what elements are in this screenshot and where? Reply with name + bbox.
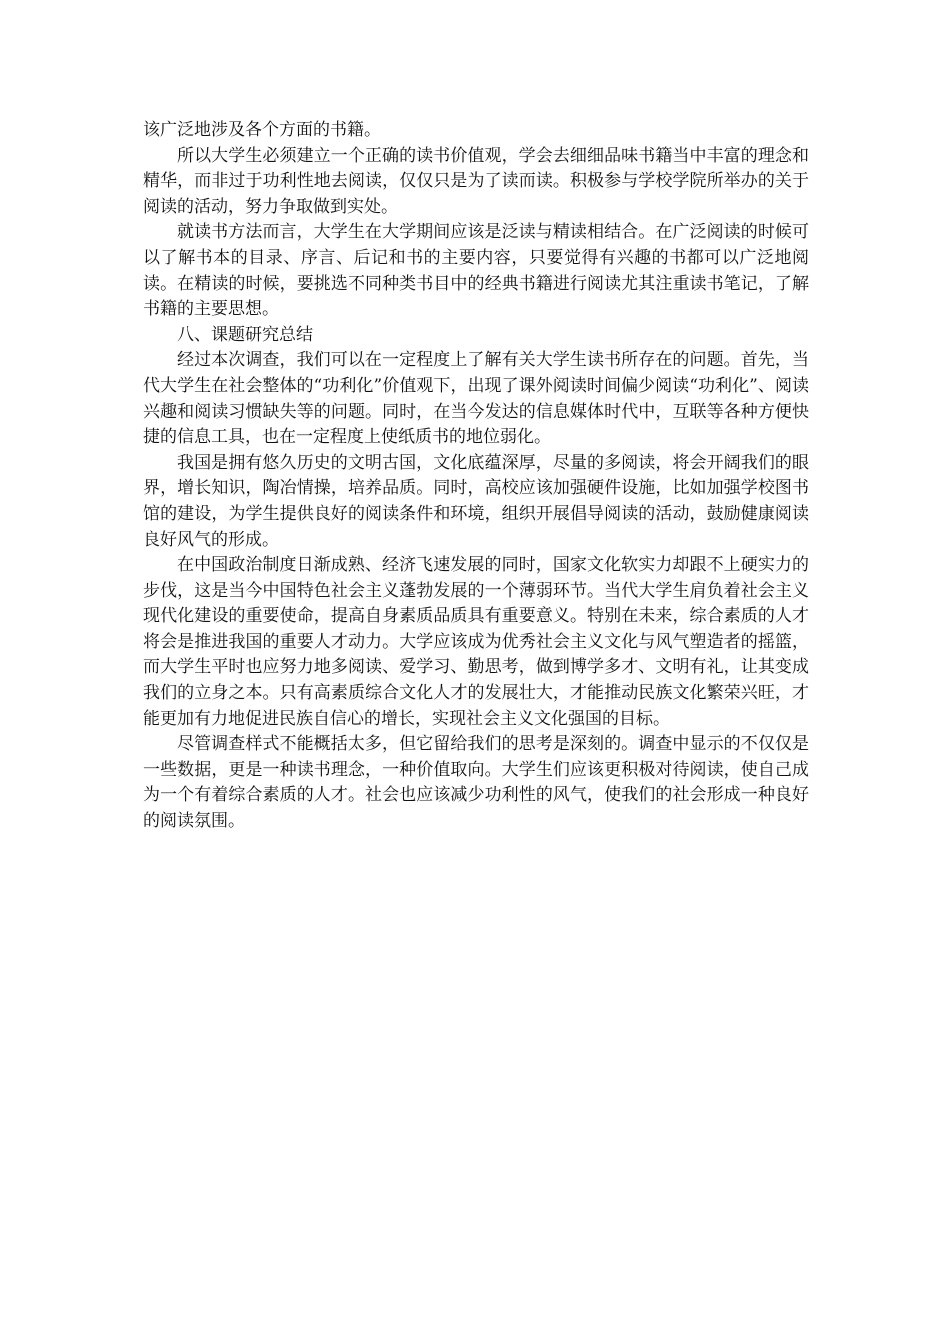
paragraph-reading-values: 所以大学生必须建立一个正确的读书价值观，学会去细细品味书籍当中丰富的理念和精华，而非过于功利性地去阅读，仅仅只是为了读而读。积极参与学校学院所举办的关于阅读的活动，努力争取做到实处。: [143, 145, 809, 217]
paragraph-reading-methods: 就读书方法而言，大学生在大学期间应该是泛读与精读相结合。在广泛阅读的时候可以了解书本的目录、序言、后记和书的主要内容，只要觉得有兴趣的书都可以广泛地阅读。在精读的时候，要挑选不同种类书目中的经典书籍进行阅读尤其注重读书笔记，了解书籍的主要思想。: [143, 222, 809, 320]
paragraph-soft-power: 在中国政治制度日渐成熟、经济飞速发展的同时，国家文化软实力却跟不上硬实力的步伐，这是当今中国特色社会主义蓬勃发展的一个薄弱环节。当代大学生肩负着社会主义现代化建设的重要使命，提高自身素质品质具有重要意义。特别在未来，综合素质的人才将会是推进我国的重要人才动力。大学应该成为优秀社会主义文化与风气塑造者的摇篮，而大学生平时也应努力地多阅读、爱学习、勤思考，做到博学多才、文明有礼，让其变成我们的立身之本。只有高素质综合文化人才的发展壮大，才能推动民族文化繁荣兴旺，才能更加有力地促进民族自信心的增长，实现社会主义文化强国的目标。: [143, 555, 809, 729]
section-heading-summary: 八、课题研究总结: [177, 324, 313, 345]
paragraph-conclusion: 尽管调查样式不能概括太多，但它留给我们的思考是深刻的。调查中显示的不仅仅是一些数据，更是一种读书理念，一种价值取向。大学生们应该更积极对待阅读，使自己成为一个有着综合素质的人才。社会也应该减少功利性的风气，使我们的社会形成一种良好的阅读氛围。: [143, 734, 809, 832]
paragraph-culture-reading: 我国是拥有悠久历史的文明古国，文化底蕴深厚，尽量的多阅读，将会开阔我们的眼界，增长知识，陶冶情操，培养品质。同时，高校应该加强硬件设施，比如加强学校图书馆的建设，为学生提供良好的阅读条件和环境，组织开展倡导阅读的活动，鼓励健康阅读良好风气的形成。: [143, 452, 809, 550]
paragraph-continuation: 该广泛地涉及各个方面的书籍。: [143, 120, 381, 140]
document-body: [143, 118, 809, 835]
paragraph-survey-findings: 经过本次调查，我们可以在一定程度上了解有关大学生读书所存在的问题。首先，当代大学生在社会整体的“功利化”价值观下，出现了课外阅读时间偏少阅读“功利化”、阅读兴趣和阅读习惯缺失等的问题。同时，在当今发达的信息媒体时代中，互联等各种方便快捷的信息工具，也在一定程度上使纸质书的地位弱化。: [143, 350, 809, 448]
